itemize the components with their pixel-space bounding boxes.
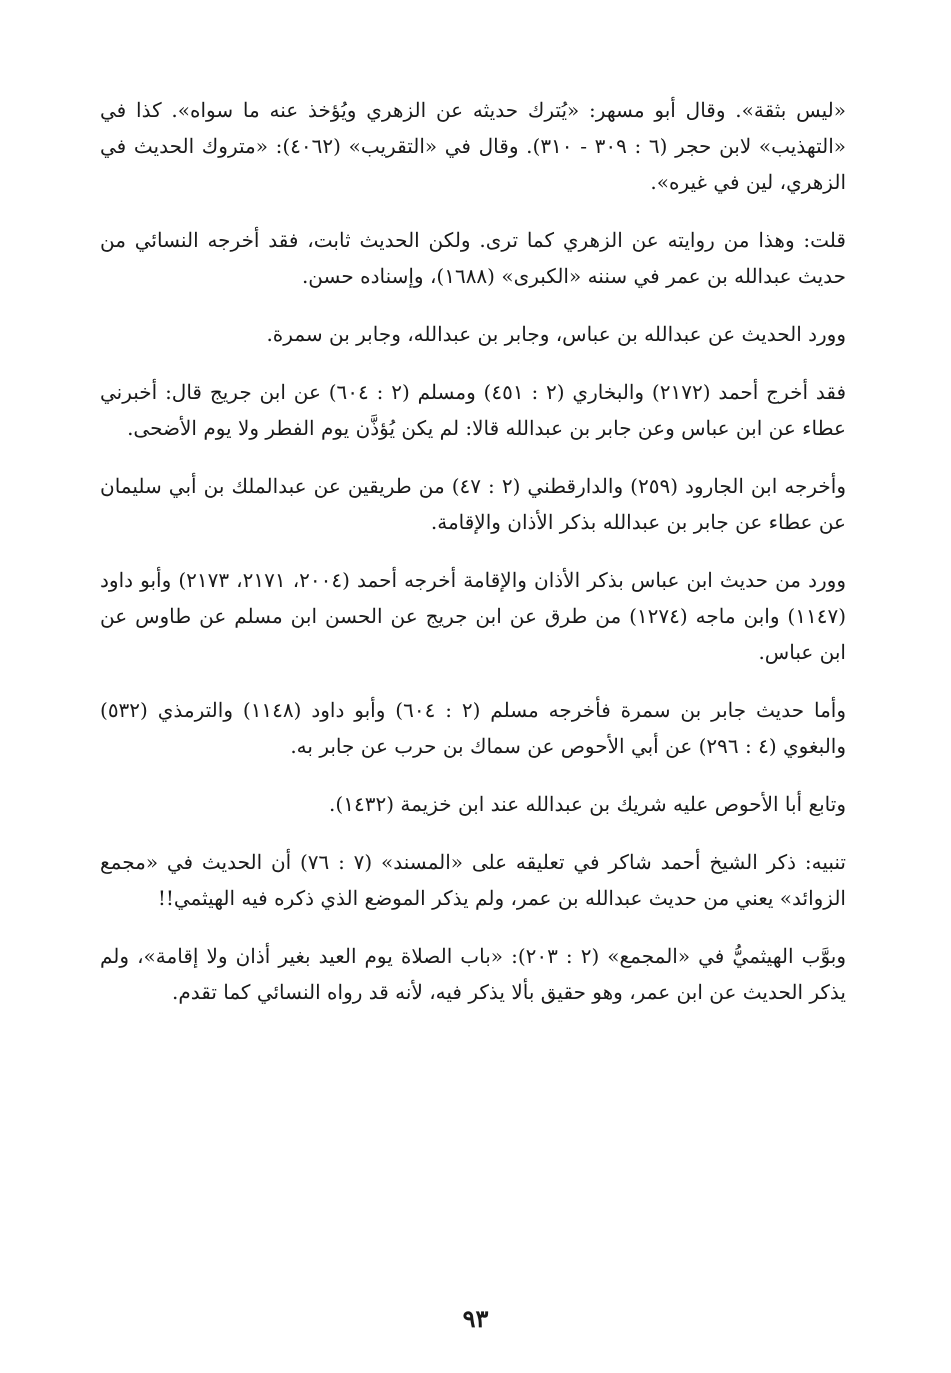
paragraph-2: قلت: وهذا من روايته عن الزهري كما ترى. ولكن الحديث ثابت، فقد أخرجه النسائي من حديث عبدالله بن عمر في سننه «الكبرى» (١٦٨٨)، وإسناده حسن. [100, 228, 846, 288]
paragraph-9: تنبيه: ذكر الشيخ أحمد شاكر في تعليقه على «المسند» (٧ : ٧٦) أن الحديث في «مجمع الزوائد» يعني من حديث عبدالله بن عمر، ولم يذكر الموضع الذي ذكره فيه الهيثمي!! [100, 850, 846, 910]
paragraph-8: وتابع أبا الأحوص عليه شريك بن عبدالله عند ابن خزيمة (١٤٣٢). [329, 792, 846, 816]
page-body [100, 92, 846, 1322]
paragraph-5: وأخرجه ابن الجارود (٢٥٩) والدارقطني (٢ : ٤٧) من طريقين عن عبدالملك بن أبي سليمان عن عطاء عن جابر بن عبدالله بذكر الأذان والإقامة. [100, 474, 847, 534]
paragraph-7: وأما حديث جابر بن سمرة فأخرجه مسلم (٢ : ٦٠٤) وأبو داود (١١٤٨) والترمذي (٥٣٢) والبغوي (٤ : ٢٩٦) عن أبي الأحوص عن سماك بن حرب عن جابر به. [100, 698, 846, 758]
paragraph-3: وورد الحديث عن عبدالله بن عباس، وجابر بن عبدالله، وجابر بن سمرة. [266, 322, 846, 346]
paragraph-10: وبوَّب الهيثميُّ في «المجمع» (٢ : ٢٠٣): «باب الصلاة يوم العيد بغير أذان ولا إقامة»، ولم يذكر الحديث عن ابن عمر، وهو حقيق بألا يذكر فيه، لأنه قد رواه النسائي كما تقدم. [100, 944, 846, 1004]
paragraph-1: «ليس بثقة». وقال أبو مسهر: «يُترك حديثه عن الزهري ويُؤخذ عنه ما سواه». كذا في «التهذيب» لابن حجر (٦ : ٣٠٩ - ٣١٠). وقال في «التقريب» (٤٠٦٢): «متروك الحديث في الزهري، لين في غيره». [100, 98, 847, 194]
paragraph-4: فقد أخرج أحمد (٢١٧٢) والبخاري (٢ : ٤٥١) ومسلم (٢ : ٦٠٤) عن ابن جريج قال: أخبرني عطاء عن ابن عباس وعن جابر بن عبدالله قالا: لم يكن يُؤذَّن يوم الفطر ولا يوم الأضحى. [100, 380, 847, 440]
paragraph-6: وورد من حديث ابن عباس بذكر الأذان والإقامة أخرجه أحمد (٢٠٠٤، ٢١٧١، ٢١٧٣) وأبو داود (١١٤٧) وابن ماجه (١٢٧٤) من طرق عن ابن جريج عن الحسن ابن مسلم عن طاوس عن ابن عباس. [100, 568, 847, 664]
page-number: ٩٣ [462, 1304, 489, 1333]
